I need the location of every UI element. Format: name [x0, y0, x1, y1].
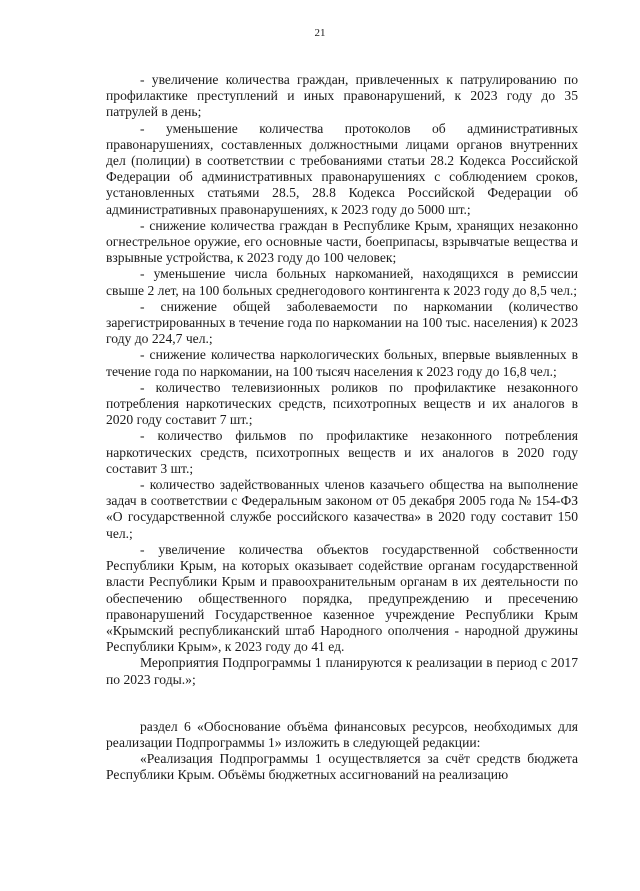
paragraph-films: - количество фильмов по профилактике незаконного потребления наркотических средств, психотропных веществ и их аналогов в 2020 году составит 3 шт.; [106, 428, 578, 476]
paragraph-patrols: - увеличение количества граждан, привлеченных к патрулированию по профилактике преступлений и иных правонарушений, к 2023 году до 35 патрулей в день; [106, 72, 578, 120]
paragraph-activities-period: Мероприятия Подпрограммы 1 планируются к реализации в период с 2017 по 2023 годы.»; [106, 655, 578, 687]
paragraph-weapons: - снижение количества граждан в Республике Крым, хранящих незаконно огнестрельное оружие, его основные части, боеприпасы, взрывчатые вещества и взрывные устройства, к 2023 году до 100 человек; [106, 217, 578, 266]
page-number: 21 [314, 27, 326, 39]
paragraph-section-6: раздел 6 «Обоснование объёма финансовых ресурсов, необходимых для реализации Подпрограммы 1» изложить в следующей редакции: [106, 718, 578, 750]
paragraph-protocols: - уменьшение количества протоколов об административных правонарушениях, составленных должностными лицами органов внутренних дел (полиции) в соответствии с требованиями статьи 28.2 Кодекса Российской Федерации об административных правонарушениях с соблюдением сроков, установленных статьями 28.5, 28.8 Кодекса Российской Федерации об административных правонарушениях, к 2023 году до 5000 шт.; [106, 120, 578, 217]
paragraph-funding: «Реализация Подпрограммы 1 осуществляется за счёт средств бюджета Республики Крым. Объёмы бюджетных ассигнований на реализацию [106, 751, 578, 783]
paragraph-cossacks: - количество задействованных членов казачьего общества на выполнение задач в соответствии с Федеральным законом от 05 декабря 2005 года № 154-ФЗ «О государственной службе российского казачества» в 2020 году составит 150 чел.; [106, 477, 578, 541]
paragraph-new-patients: - снижение количества наркологических больных, впервые выявленных в течение года по наркомании, на 100 тысяч населения к 2023 году до 16,8 чел.; [106, 347, 578, 379]
document-body [106, 72, 578, 784]
paragraph-morbidity: - снижение общей заболеваемости по наркомании (количество зарегистрированных в течение года по наркомании на 100 тыс. населения) к 2023 году до 224,7 чел.; [106, 298, 578, 347]
paragraph-state-property: - увеличение количества объектов государственной собственности Республики Крым, на которых оказывает содействие органам государственной власти Республики Крым и правоохранительным органам в их деятельности по обеспечению общественного порядка, предупреждению и пресечению правонарушений Государственное казенное учреждение Республики Крым «Крымский республиканский штаб Народного ополчения - народной дружины Республики Крым», к 2023 году до 41 ед. [106, 541, 578, 655]
paragraph-remission: - уменьшение числа больных наркоманией, находящихся в ремиссии свыше 2 лет, на 100 больных среднегодового контингента к 2023 году до 8,5 чел.; [106, 266, 578, 298]
paragraph-tv-clips: - количество телевизионных роликов по профилактике незаконного потребления наркотических средств, психотропных веществ и их аналогов в 2020 году составит 7 шт.; [106, 379, 578, 428]
